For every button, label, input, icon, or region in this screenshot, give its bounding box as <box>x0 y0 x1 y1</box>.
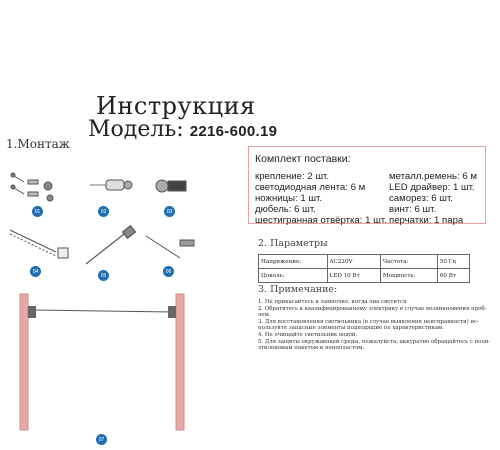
note-line: 4. Не очищайте светильник водой. <box>258 331 358 338</box>
param-label: Мощность: <box>380 269 437 283</box>
param-label: Цоколь: <box>259 269 328 283</box>
mounting-section-title: 1.Монтаж <box>6 137 70 151</box>
kit-item: дюбель: 6 шт. <box>255 204 316 215</box>
step-07-illustration <box>14 288 194 448</box>
param-value: 50 Гц <box>437 255 469 269</box>
kit-item: светодиодная лента: 6 м <box>255 182 366 193</box>
model-number: 2216-600.19 <box>189 123 278 140</box>
step-badge-03: 03 <box>164 206 175 217</box>
kit-item: саморез: 6 шт. <box>389 193 453 204</box>
kit-item: металл.ремень: 6 м <box>389 171 477 182</box>
note-line: пользуйте запасные элементы подходящие по характеристикам. <box>258 325 444 332</box>
model-line <box>88 117 277 142</box>
step-badge-06: 06 <box>163 266 174 277</box>
note-line: 1. Не прикасайтесь к лампочке, когда она светится <box>258 299 407 305</box>
kit-item: шестигранная отвёртка: 1 шт. <box>255 215 387 226</box>
table-row <box>259 255 470 269</box>
step-01-illustration <box>6 168 66 208</box>
param-value: AC220V <box>327 255 380 269</box>
notes-list <box>258 299 494 352</box>
kit-right-column <box>389 171 477 226</box>
kit-item: перчатки: 1 пара <box>389 215 464 226</box>
param-label: Частота: <box>380 255 437 269</box>
params-table <box>258 254 470 283</box>
step-badge-04: 04 <box>30 266 41 277</box>
step-05-illustration <box>80 222 142 270</box>
note-line: лем. <box>258 312 271 319</box>
step-04-illustration <box>6 222 74 268</box>
notes-title: 3. Примечание: <box>258 284 338 295</box>
note-line: 2. Обратитесь к квалифицированному электрику в случае возникновения проб- <box>258 305 487 312</box>
step-badge-07: 07 <box>96 434 107 445</box>
kit-item: ножницы: 1 шт. <box>255 193 323 204</box>
kit-left-column <box>255 171 387 226</box>
param-value: 60 Вт <box>437 269 469 283</box>
step-badge-05: 05 <box>98 270 109 281</box>
kit-item: крепление: 2 шт. <box>255 171 330 182</box>
kit-item: LED драйвер: 1 шт. <box>389 182 475 193</box>
page-title: Инструкция <box>96 92 256 120</box>
kit-item: винт: 6 шт. <box>389 204 437 215</box>
model-label: Модель: <box>88 117 184 142</box>
kit-box <box>248 146 486 224</box>
step-06-illustration <box>140 228 202 268</box>
table-row <box>259 269 470 283</box>
step-badge-02: 02 <box>98 206 109 217</box>
param-label: Напряжение: <box>259 255 328 269</box>
params-title: 2. Параметры <box>258 238 328 249</box>
note-line: 3. Для восстановления светильника (в случае выявления неисправности) ис- <box>258 318 479 325</box>
step-03-illustration <box>148 168 198 208</box>
note-line: 5. Для защиты окружающей среды, пожалуйста, аккуратно обращайтесь с поли- <box>258 338 491 345</box>
kit-title: Комплект поставки: <box>255 153 351 165</box>
param-value: LED 10 Вт <box>327 269 380 283</box>
step-badge-01: 01 <box>32 206 43 217</box>
step-02-illustration <box>84 168 139 208</box>
note-line: этиленовым пакетом и пенопластом. <box>258 345 365 352</box>
